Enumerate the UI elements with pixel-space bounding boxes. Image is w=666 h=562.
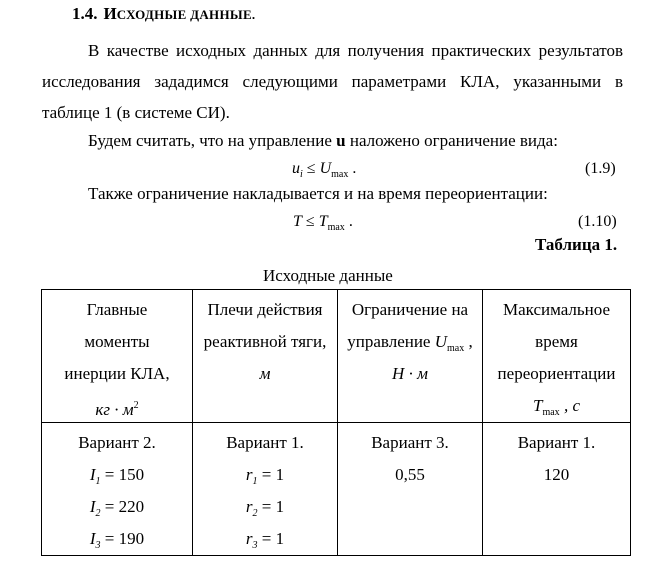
formula-1-9-op: ≤ [302,160,320,177]
formula-1-9-end: . [348,160,357,177]
header-inertia-unit: кг · м [95,400,134,419]
header-inertia-unit-line [44,390,190,422]
formula-1-10-var: T [293,213,302,230]
cell-control-limit [338,423,483,556]
header-max-time-var: T [533,396,543,415]
formula-1-9-bound: U [319,160,332,177]
inertia-value: = 190 [100,529,145,548]
header-inertia-unit-sup: 2 [133,400,139,411]
cell-thrust-arms [193,423,338,556]
paragraph-2 [88,131,558,151]
section-title-rest: СХОДНЫЕ ДАННЫЕ. [116,7,256,22]
paragraph-3: Также ограничение накладывается и на время переориентации: [88,184,548,203]
cell-control-limit-value: 0,55 [395,465,425,484]
arm-value: = 1 [257,497,285,516]
paragraph-2-after: наложено ограничение вида: [345,131,558,150]
cell-thrust-arms-item-2 [195,491,335,523]
cell-inertia-variant: Вариант 2. [78,433,156,452]
header-inertia-line-1: Главные [86,300,148,319]
header-max-time-sub: max [542,407,560,418]
header-control-limit-unit: Н · м [392,364,428,383]
header-max-time-line-3: переориентации [497,364,616,383]
formula-1-10-bound: T [318,213,328,230]
arm-symbol: r [245,497,253,516]
inertia-value: = 150 [100,465,145,484]
table-label: Таблица 1. [535,235,618,254]
cell-inertia-item-1 [44,459,190,491]
arm-subscript: 2 [252,508,258,519]
cell-thrust-arms-item-1 [195,459,335,491]
equation-number-1-9: (1.9) [585,160,616,177]
inertia-symbol: I [89,497,96,516]
header-inertia-line-2: моменты [84,332,150,351]
paragraph-2-before: Будем считать, что на управление [88,131,337,150]
formula-1-10-op: ≤ [301,213,319,230]
header-thrust-arms-line-2: реактивной тяги, [203,332,327,351]
header-max-time-unit-line [485,390,628,422]
formula-1-9-bound-sub: max [331,169,349,180]
arm-symbol: r [245,529,253,548]
header-control-limit-var: U [434,332,448,351]
equation-number-1-10: (1.10) [578,213,617,230]
cell-thrust-arms-item-3 [195,523,335,555]
header-control-limit [338,290,483,423]
inertia-subscript: 2 [95,508,101,519]
paragraph-2-control-symbol: u [336,131,346,150]
table-caption: Исходные данные [263,266,393,285]
arm-subscript: 1 [252,476,258,487]
inertia-symbol: I [89,465,96,484]
formula-1-9-var-sub: i [300,169,303,180]
data-table [41,289,631,556]
header-thrust-arms [193,290,338,423]
table-header-row [42,290,631,423]
inertia-subscript: 1 [95,476,101,487]
formula-1-10 [293,213,353,233]
formula-1-9 [292,160,356,180]
arm-value: = 1 [257,465,285,484]
arm-subscript: 3 [252,540,258,551]
cell-inertia [42,423,193,556]
header-max-time [483,290,631,423]
header-thrust-arms-line-1: Плечи действия [207,300,323,319]
arm-symbol: r [245,465,253,484]
header-max-time-line-1: Максимальное [502,300,611,319]
cell-inertia-item-2 [44,491,190,523]
inertia-subscript: 3 [95,540,101,551]
header-control-limit-text: управление [347,332,435,351]
header-max-time-unit: , с [559,396,580,415]
paragraph-1-line-3: таблице 1 (в системе СИ). [42,103,230,122]
cell-max-time-variant: Вариант 1. [517,433,596,452]
paragraph-1-line-1: В качестве исходных данных для получения практических результатов [88,41,623,60]
section-number: 1.4. [72,4,98,23]
cell-thrust-arms-variant: Вариант 1. [226,433,304,452]
header-thrust-arms-unit: м [259,364,271,383]
cell-max-time [483,423,631,556]
paragraph-1-line-2: исследования зададимся следующими параметрами КЛА, указанными в [42,72,623,91]
header-max-time-line-2: время [535,332,578,351]
header-inertia [42,290,193,423]
header-control-limit-line-2 [340,326,480,358]
section-title-initial: И [103,4,117,23]
formula-1-9-var: u [292,160,300,177]
formula-1-10-bound-sub: max [327,222,345,233]
header-control-limit-sub: max [447,343,465,354]
section-heading [72,4,255,24]
inertia-symbol: I [89,529,96,548]
cell-max-time-value: 120 [543,465,570,484]
cell-inertia-item-3 [44,523,190,555]
header-control-limit-end: , [464,332,473,351]
header-inertia-line-3: инерции КЛА, [64,364,170,383]
arm-value: = 1 [257,529,285,548]
header-control-limit-line-1: Ограничение на [351,300,469,319]
formula-1-10-end: . [344,213,353,230]
inertia-value: = 220 [100,497,145,516]
table-row [42,423,631,556]
cell-control-limit-variant: Вариант 3. [371,433,449,452]
